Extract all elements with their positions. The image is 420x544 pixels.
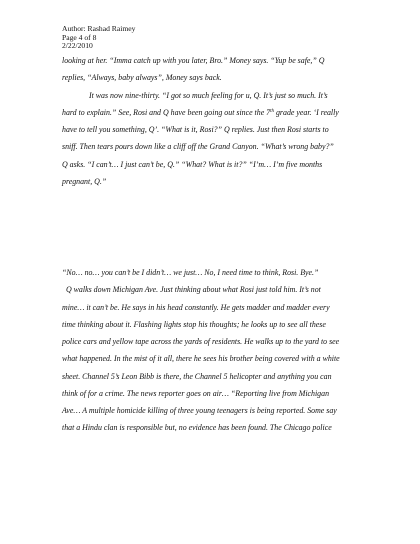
page-number: Page 4 of 8	[62, 32, 97, 42]
author-line: Author: Rashad Raimey	[62, 24, 136, 33]
text-line: what happened. In the mist of it all, there he sees his brother being covered with a white	[62, 354, 340, 364]
text-line: looking at her. “Imma catch up with you later, Bro.” Money says. “Yup be safe,” Q	[62, 56, 325, 65]
document-body	[62, 52, 362, 437]
paragraph-gap	[62, 190, 362, 264]
text-line	[62, 104, 362, 121]
text-line: pregnant, Q.”	[62, 176, 107, 186]
text-fragment: grade year. ‘I really	[274, 107, 339, 117]
text-line: think of for a crime. The news reporter goes on air… “Reporting live from Michigan	[62, 388, 330, 398]
text-line: Q walks down Michigan Ave. Just thinking about what Rosi just told him. It’s not	[66, 285, 321, 295]
text-line: police cars and yellow tape across the yards of residents. He walks up to the yard to see	[62, 337, 340, 346]
text-line: Q asks. “I can’t… I just can’t be, Q.” “What? What is it?” “I’m… I’m five months	[62, 159, 323, 169]
page-header	[62, 25, 135, 51]
text-line: It was now nine-thirty. “I got so much feeling for u, Q. It’s just so much. It’s	[89, 90, 328, 100]
text-line: Ave… A multiple homicide killing of three young teenagers is being reported. Some say	[62, 406, 337, 415]
text-line: have to tell you something, Q’. “What is it, Rosi?” Q replies. Just then Rosi starts to	[62, 125, 329, 134]
text-line: that a Hindu clan is responsible but, no evidence has been found. The Chicago police	[62, 423, 332, 433]
text-line: sniff. Then tears pours down like a cliff off the Grand Canyon. “What’s wrong baby?”	[62, 142, 334, 152]
date-line: 2/22/2010	[62, 41, 93, 51]
text-line: time thinking about it. Flashing lights stop his thoughts; he looks up to see all these	[62, 319, 326, 329]
text-line: mine… it can’t be. He says in his head constantly. He gets madder and madder every	[62, 302, 330, 312]
text-line: replies, “Always, baby always”, Money says back.	[62, 73, 222, 83]
superscript: th	[270, 108, 275, 114]
text-fragment: hard to explain.” See, Rosi and Q have been going out since the 7	[62, 107, 271, 117]
text-line: sheet. Channel 5’s Leon Bibb is there, the Channel 5 helicopter and anything you can	[62, 371, 332, 381]
text-line: “No… no… you can’t be I didn’t… we just… No, I need time to think, Rosi. Bye.”	[62, 268, 319, 277]
